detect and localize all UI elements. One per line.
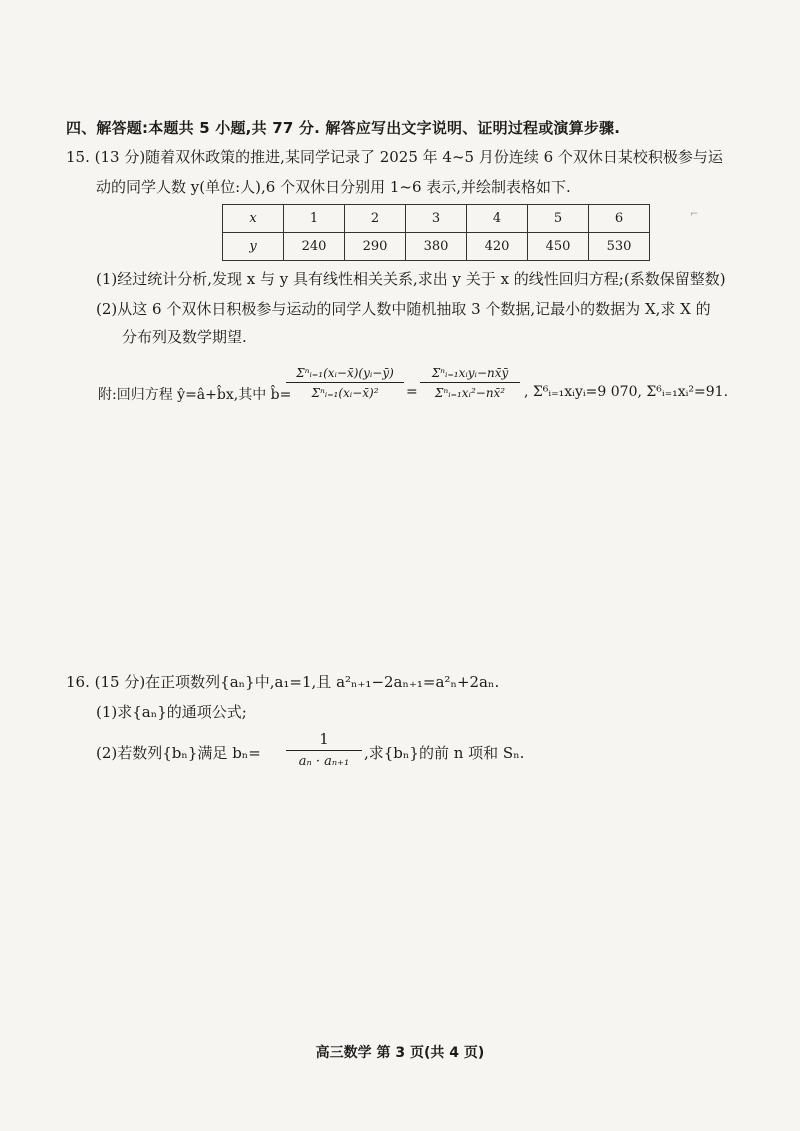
table-cell: 290	[345, 233, 406, 261]
fraction-numerator: Σⁿᵢ₌₁xᵢyᵢ−nx̄ȳ	[431, 366, 509, 380]
table-cell: 3	[406, 205, 467, 233]
table-cell: 420	[467, 233, 528, 261]
appendix-label: 附:回归方程 ŷ=â+b̂x,其中 b̂=	[98, 387, 292, 403]
bn-fraction	[286, 730, 362, 769]
table-cell: 2	[345, 205, 406, 233]
table-row-y	[223, 233, 650, 261]
table-cell: 240	[284, 233, 345, 261]
q16-stem: 16. (15 分)在正项数列{aₙ}中,a₁=1,且 a²ₙ₊₁−2aₙ₊₁=a²ₙ+2aₙ.	[66, 673, 500, 691]
table-row-x	[223, 205, 650, 233]
q15-stem-line1: 15. (13 分)随着双休政策的推进,某同学记录了 2025 年 4~5 月份连续 6 个双休日某校积极参与运	[66, 148, 723, 166]
regression-fraction-1	[286, 366, 404, 400]
fraction-numerator: 1	[319, 730, 329, 748]
scan-mark-icon: ⌐	[690, 209, 699, 220]
regression-fraction-2	[420, 366, 520, 400]
table-cell: 5	[528, 205, 589, 233]
table-header-x: x	[223, 205, 284, 233]
q15-stem-line2: 动的同学人数 y(单位:人),6 个双休日分别用 1~6 表示,并绘制表格如下.	[96, 178, 571, 196]
table-cell: 1	[284, 205, 345, 233]
table-cell: 380	[406, 233, 467, 261]
q16-part2-tail: ,求{bₙ}的前 n 项和 Sₙ.	[364, 744, 525, 762]
table-cell: 530	[589, 233, 650, 261]
page-footer: 高三数学 第 3 页(共 4 页)	[315, 1045, 485, 1061]
equals-sign: =	[406, 384, 418, 400]
q16-part2-lead: (2)若数列{bₙ}满足 bₙ=	[96, 744, 261, 762]
fraction-denominator: Σⁿᵢ₌₁xᵢ²−nx̄²	[434, 386, 506, 400]
q15-part2-line2: 分布列及数学期望.	[122, 328, 247, 346]
q16-part1: (1)求{aₙ}的通项公式;	[96, 703, 247, 721]
q15-data-table	[222, 204, 650, 261]
fraction-denominator: Σⁿᵢ₌₁(xᵢ−x̄)²	[311, 386, 379, 400]
q15-part2-line1: (2)从这 6 个双休日积极参与运动的同学人数中随机抽取 3 个数据,记最小的数据为 X,求 X 的	[96, 300, 711, 318]
table-cell: 4	[467, 205, 528, 233]
fraction-denominator: aₙ · aₙ₊₁	[298, 754, 350, 769]
q15-part1: (1)经过统计分析,发现 x 与 y 具有线性相关关系,求出 y 关于 x 的线性回归方程;(系数保留整数)	[96, 270, 726, 288]
appendix-sums: , Σ⁶ᵢ₌₁xᵢyᵢ=9 070, Σ⁶ᵢ₌₁xᵢ²=91.	[524, 384, 729, 400]
table-cell: 6	[589, 205, 650, 233]
section-title: 四、解答题:本题共 5 小题,共 77 分. 解答应写出文字说明、证明过程或演算步骤.	[66, 119, 621, 137]
fraction-numerator: Σⁿᵢ₌₁(xᵢ−x̄)(yᵢ−ȳ)	[296, 366, 394, 380]
table-header-y: y	[223, 233, 284, 261]
table-cell: 450	[528, 233, 589, 261]
